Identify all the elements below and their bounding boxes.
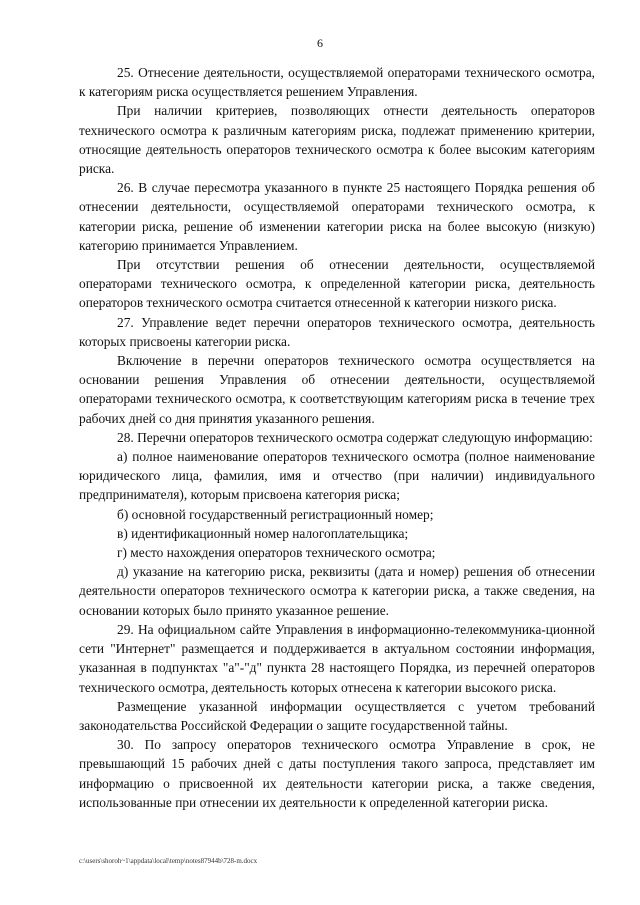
paragraph-28: 28. Перечни операторов технического осмотра содержат следующую информацию: [117, 429, 593, 445]
paragraph-28-item-g: г) место нахождения операторов технического осмотра; [117, 545, 436, 561]
footer-file-path: c:\users\shoroh~1\appdata\local\temp\notes87944b\728-m.docx [79, 857, 258, 865]
paragraph-29-secrecy: Размещение указанной информации осуществляется с учетом требований законодательства Российской Федерации о защите государственной тайны. [79, 698, 595, 733]
paragraph-25: 25. Отнесение деятельности, осуществляемой операторами технического осмотра, к категориям риска осуществляется решением Управления. [79, 65, 595, 100]
paragraph-27-inclusion: Включение в перечни операторов технического осмотра осуществляется на основании решения Управления об отнесении деятельности, осуществляемой операторами технического осмотра, к соответствующим категориям риска в течение трех рабочих дней со дня принятия указанного решения. [79, 353, 595, 426]
document-body [79, 63, 595, 812]
paragraph-26: 26. В случае пересмотра указанного в пункте 25 настоящего Порядка решения об отнесении деятельности, осуществляемой операторами технического осмотра, к категории риска, решение об изменении категории риска на более высокую (низкую) категорию принимается Управлением. [79, 180, 595, 253]
paragraph-28-item-v: в) идентификационный номер налогоплательщика; [117, 525, 409, 541]
paragraph-28-item-a: а) полное наименование операторов технического осмотра (полное наименование юридического лица, фамилия, имя и отчество (при наличии) индивидуального предпринимателя), которым присвоена категория риска; [79, 449, 595, 503]
paragraph-25-criteria: При наличии критериев, позволяющих отнести деятельность операторов технического осмотра к различным категориям риска, подлежат применению критерии, относящие деятельность операторов технического осмотра к более высоким категориям риска. [79, 103, 595, 177]
page-number: 6 [317, 36, 323, 50]
paragraph-28-item-d: д) указание на категорию риска, реквизиты (дата и номер) решения об отнесении деятельности операторов технического осмотра к категории риска, а также сведения, на основании которых было принято указанное решение. [79, 564, 595, 618]
paragraph-30: 30. По запросу операторов технического осмотра Управление в срок, не превышающий 15 рабочих дней с даты поступления такого запроса, представляет им информацию о присвоенной их деятельности категории риска, а также сведения, использованные при отнесении их деятельности к определенной категории риска. [79, 737, 595, 810]
paragraph-27: 27. Управление ведет перечни операторов технического осмотра, деятельность которых присвоены категории риска. [79, 314, 595, 349]
paragraph-26-no-decision: При отсутствии решения об отнесении деятельности, осуществляемой операторами технического осмотра, к определенной категории риска, деятельность операторов технического осмотра считается отнесенной к категории низкого риска. [79, 257, 595, 311]
paragraph-29: 29. На официальном сайте Управления в информационно-телекоммуника-ционной сети "Интернет" размещается и поддерживается в актуальном состоянии информация, указанная в подпунктах "а"-"д" пункта 28 настоящего Порядка, из перечней операторов технического осмотра, деятельность которых отнесена к категории высокого риска. [79, 621, 595, 695]
paragraph-28-item-b: б) основной государственный регистрационный номер; [117, 506, 434, 522]
